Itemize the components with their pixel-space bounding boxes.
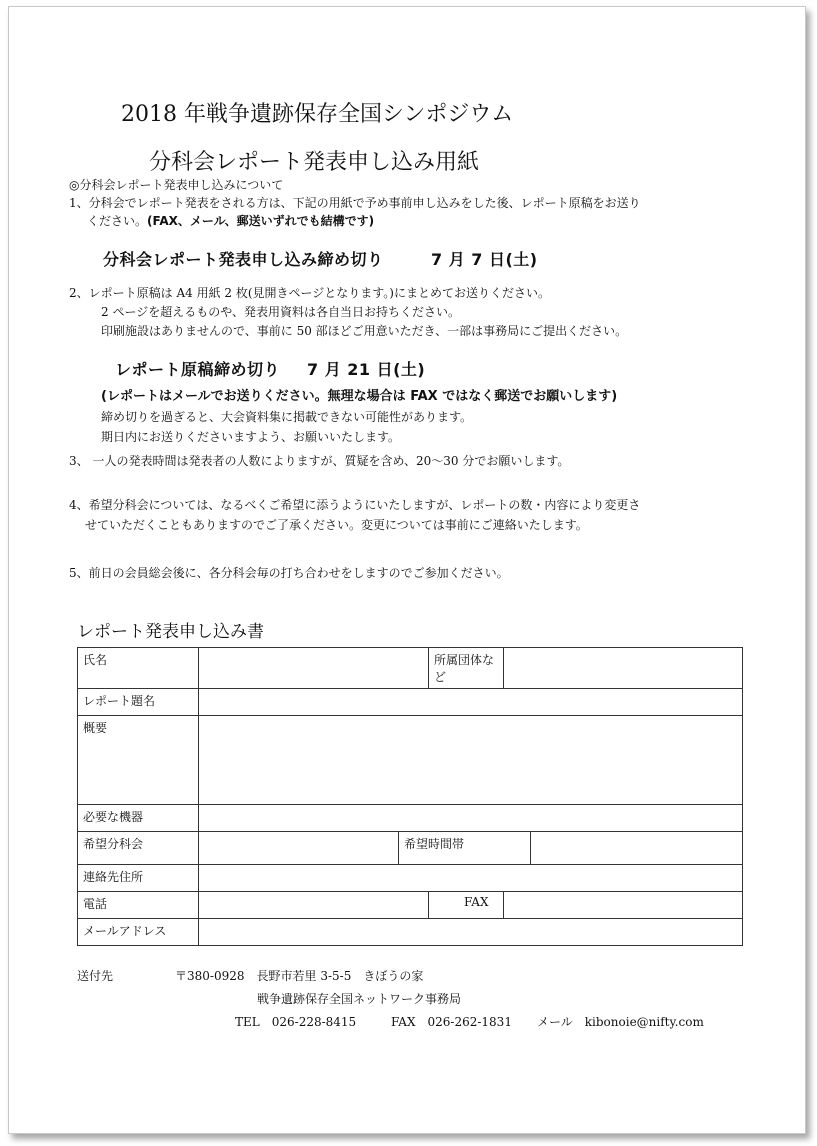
item-1-line-2 (87, 213, 374, 229)
form-row-phone (78, 892, 743, 919)
footer-org: 戦争遺跡保存全国ネットワーク事務局 (257, 992, 462, 1006)
fax-field[interactable] (504, 892, 743, 919)
summary-field[interactable] (199, 716, 743, 805)
name-field[interactable] (199, 648, 429, 689)
address-field[interactable] (199, 865, 743, 892)
email-field[interactable] (199, 919, 743, 946)
item-4-line-1: 4、希望分科会については、なるべくご希望に添うようにいたしますが、レポートの数・内容により変更さ (69, 498, 641, 512)
item-4-line-2: せていただくこともありますのでご了承ください。変更については事前にご連絡いたします。 (85, 518, 588, 532)
form-row-report-title (78, 689, 743, 716)
intro-text: ◎分科会レポート発表申し込みについて (69, 178, 284, 192)
equipment-field[interactable] (199, 805, 743, 832)
equipment-label: 必要な機器 (78, 805, 199, 832)
name-label: 氏名 (78, 648, 199, 689)
phone-field[interactable] (199, 892, 429, 919)
application-form (77, 647, 743, 946)
document-page (8, 6, 806, 1134)
form-row-name (78, 648, 743, 689)
item-3: 3、 一人の発表時間は発表者の人数によりますが、質疑を含め、20〜30 分でお願いします。 (69, 454, 570, 468)
deadline-1-label: 分科会レポート発表申し込み締め切り (103, 250, 384, 269)
fax-label: FAX (429, 892, 504, 919)
time-slot-field[interactable] (531, 832, 743, 865)
deadline-1-date: 7 月 7 日(土) (431, 250, 538, 269)
affiliation-label: 所属団体など (429, 648, 504, 689)
title-line-2: 分科会レポート発表申し込み用紙 (149, 150, 480, 175)
footer-address: 〒380-0928 長野市若里 3-5-5 きぼうの家 (175, 969, 424, 983)
report-title-label: レポート題名 (78, 689, 199, 716)
footer-label: 送付先 (77, 969, 114, 983)
item-1-line-2-text: ください。 (87, 214, 148, 228)
phone-label: 電話 (78, 892, 199, 919)
form-row-equipment (78, 805, 743, 832)
item-1-line-2-bold: (FAX、メール、郵送いずれでも結構です) (147, 214, 375, 228)
report-title-field[interactable] (199, 689, 743, 716)
session-field[interactable] (199, 832, 399, 865)
email-label: メールアドレス (78, 919, 199, 946)
session-label: 希望分科会 (78, 832, 199, 865)
item-5: 5、前日の会員総会後に、各分科会毎の打ち合わせをしますのでご参加ください。 (69, 566, 509, 580)
item-2-line-1: 2、レポート原稿は A4 用紙 2 枚(見開きページとなります。)にまとめてお送りください。 (69, 286, 550, 300)
item-2-line-2: 2 ページを超えるものや、発表用資料は各自当日お持ちください。 (101, 305, 460, 319)
form-row-email (78, 919, 743, 946)
deadline-2-label: レポート原稿締め切り (115, 360, 281, 379)
item-1-line-1: 1、分科会でレポート発表をされる方は、下記の用紙で予め事前申し込みをした後、レポート原稿をお送り (69, 196, 641, 210)
deadline-2-date: 7 月 21 日(土) (307, 360, 426, 379)
note-line-1: 締め切りを過ぎると、大会資料集に掲載できない可能性があります。 (101, 410, 473, 424)
affiliation-field[interactable] (504, 648, 743, 689)
note-line-2: 期日内にお送りくださいますよう、お願いいたします。 (101, 430, 401, 444)
summary-label: 概要 (78, 716, 199, 805)
form-row-session (78, 832, 743, 865)
form-heading: レポート発表申し込み書 (77, 622, 264, 642)
footer-fax: FAX 026-262-1831 (391, 1015, 512, 1029)
footer-mail: メール kibonoie@nifty.com (537, 1015, 704, 1029)
form-row-summary (78, 716, 743, 805)
address-label: 連絡先住所 (78, 865, 199, 892)
title-line-1: 2018 年戦争遺跡保存全国シンポジウム (121, 102, 514, 127)
item-2-line-3: 印刷施設はありませんので、事前に 50 部ほどご用意いただき、一部は事務局にご提出ください。 (101, 324, 628, 338)
form-row-address (78, 865, 743, 892)
time-slot-label: 希望時間帯 (399, 832, 531, 865)
note-bold: (レポートはメールでお送りください。無理な場合は FAX ではなく郵送でお願いします) (101, 389, 618, 404)
footer-tel: TEL 026-228-8415 (235, 1015, 357, 1029)
